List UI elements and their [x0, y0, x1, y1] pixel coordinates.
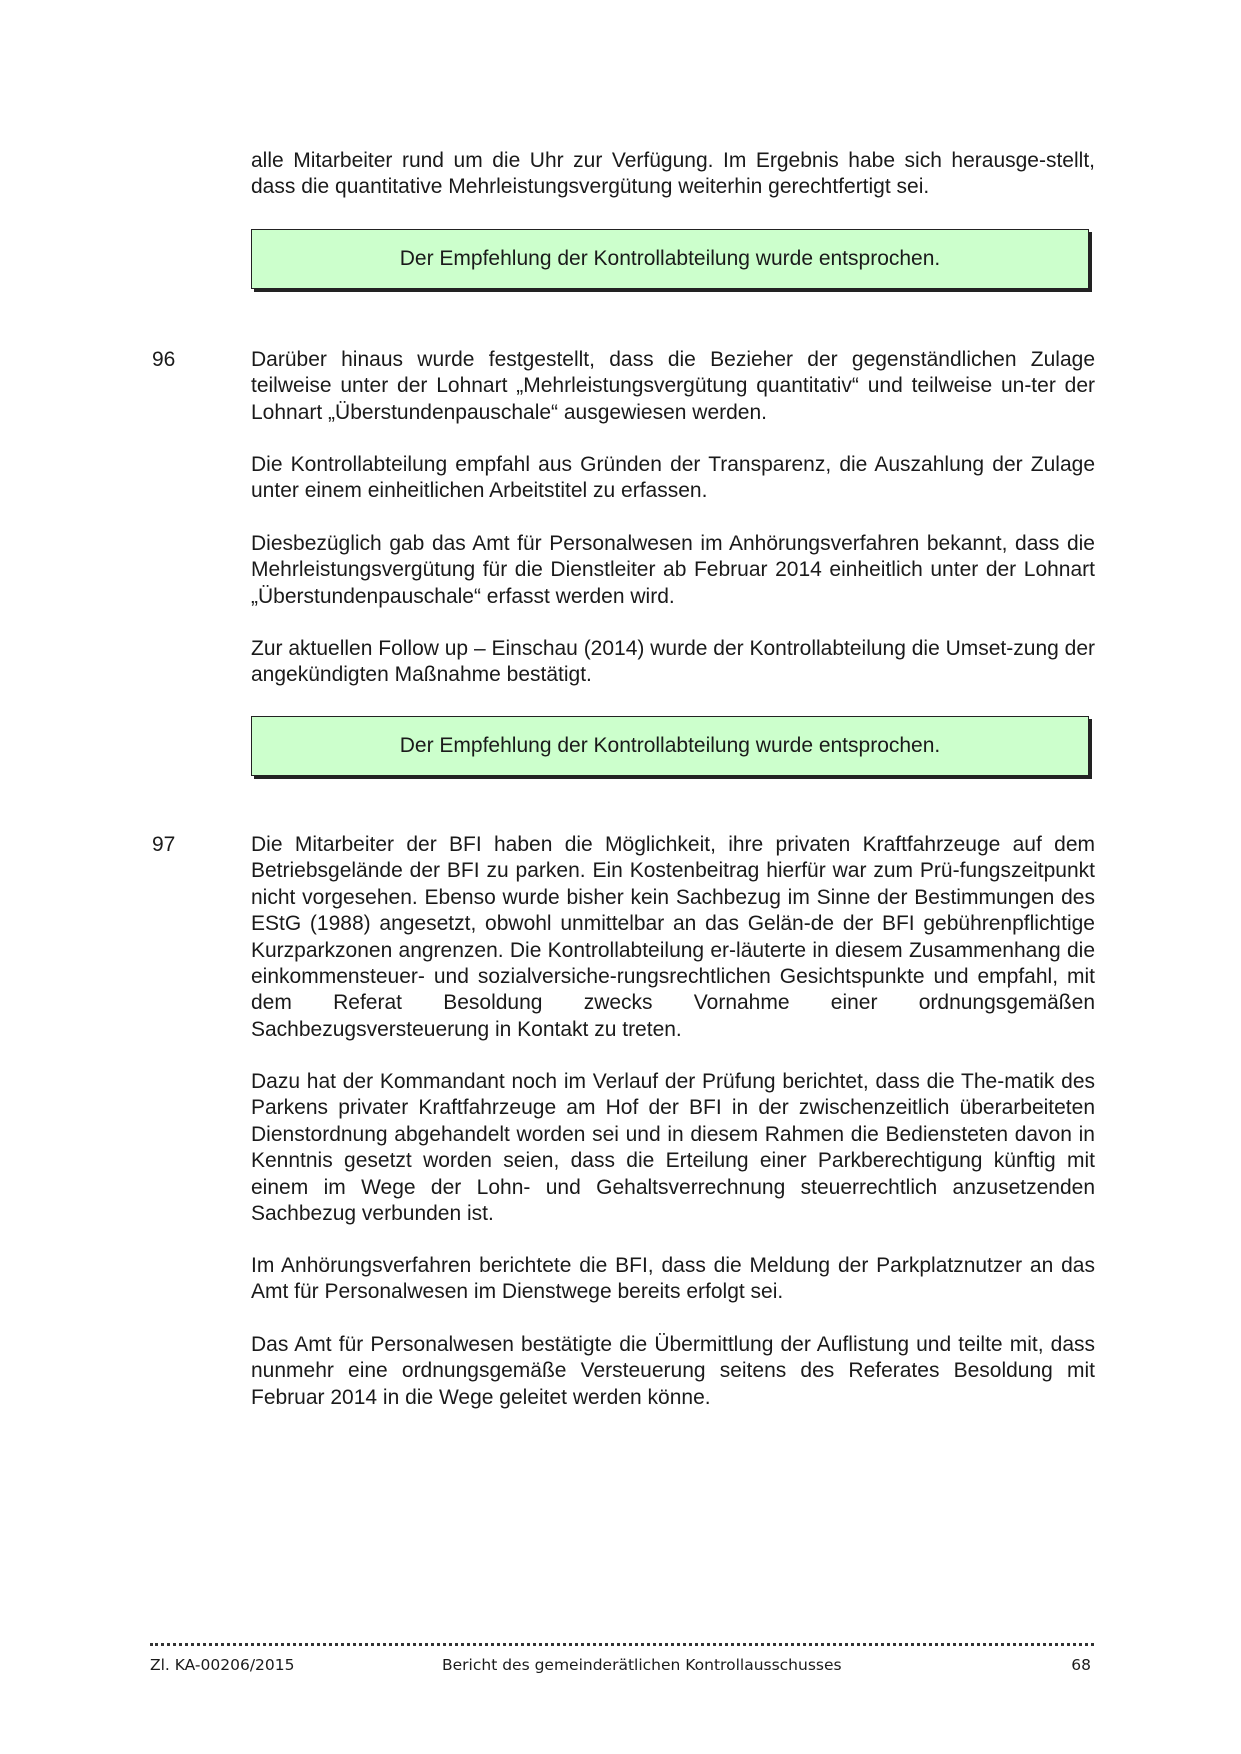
footer-reference: Zl. KA-00206/2015 [150, 1656, 295, 1674]
recommendation-box-1 [251, 229, 1089, 289]
section-97-paragraph-2: Dazu hat der Kommandant noch im Verlauf der Prüfung berichtet, dass die The-matik des Parkens privater Kraftfahrzeuge am Hof der BFI in der zwischenzeitlich überarbeiteten Dienstordnung abgehandelt worden sei und in diesem Rahmen die Bediensteten davon in Kenntnis gesetzt worden seien, dass die Erteilung einer Parkberechtigung künftig mit einem im Wege der Lohn- und Gehaltsverrechnung steuerrechtlich anzusetzenden Sachbezug verbunden ist. [251, 1070, 1095, 1226]
footer-title: Bericht des gemeinderätlichen Kontrollausschusses [442, 1656, 842, 1674]
top-paragraph: alle Mitarbeiter rund um die Uhr zur Verfügung. Im Ergebnis habe sich herausge-stellt, dass die quantitative Mehrleistungsvergütung weiterhin gerechtfertigt sei. [251, 149, 1095, 199]
footer-divider [150, 1631, 1094, 1646]
footer-page-number: 68 [1071, 1656, 1091, 1674]
recommendation-box-1-text: Der Empfehlung der Kontrollabteilung wurde entsprochen. [399, 247, 941, 270]
section-96-paragraph-3: Diesbezüglich gab das Amt für Personalwesen im Anhörungsverfahren bekannt, dass die Mehrleistungsvergütung für die Dienstleiter ab Februar 2014 einheitlich unter der Lohnart „Überstundenpauschale“ erfasst werden wird. [251, 532, 1095, 608]
recommendation-box-2-text: Der Empfehlung der Kontrollabteilung wurde entsprochen. [399, 734, 941, 757]
paragraph-number-96: 96 [152, 348, 176, 371]
section-97-paragraph-1: Die Mitarbeiter der BFI haben die Möglichkeit, ihre privaten Kraftfahrzeuge auf dem Betriebsgelände der BFI zu parken. Ein Kostenbeitrag hierfür war zum Prü-fungszeitpunkt nicht vorgesehen. Ebenso wurde bisher kein Sachbezug im Sinne der Bestimmungen des EStG (1988) angesetzt, obwohl unmittelbar an das Gelän-de der BFI gebührenpflichtige Kurzparkzonen angrenzen. Die Kontrollabteilung er-läuterte in diesem Zusammenhang die einkommensteuer- und sozialversiche-rungsrechtlichen Gesichtspunkte und empfahl, mit dem Referat Besoldung zwecks Vornahme einer ordnungsgemäßen Sachbezugsversteuerung in Kontakt zu treten. [251, 833, 1095, 1041]
section-97-paragraph-3: Im Anhörungsverfahren berichtete die BFI, dass die Meldung der Parkplatznutzer an das Amt für Personalwesen im Dienstwege bereits erfolgt sei. [251, 1254, 1095, 1304]
paragraph-number-97: 97 [152, 833, 176, 856]
section-96-paragraph-1: Darüber hinaus wurde festgestellt, dass die Bezieher der gegenständlichen Zulage teilweise unter der Lohnart „Mehrleistungsvergütung quantitativ“ und teilweise un-ter der Lohnart „Überstundenpauschale“ ausgewiesen werden. [251, 348, 1095, 424]
recommendation-box-2 [251, 716, 1089, 776]
section-96-paragraph-2: Die Kontrollabteilung empfahl aus Gründen der Transparenz, die Auszahlung der Zulage unter einem einheitlichen Arbeitstitel zu erfassen. [251, 453, 1095, 503]
section-97-paragraph-4: Das Amt für Personalwesen bestätigte die Übermittlung der Auflistung und teilte mit, dass nunmehr eine ordnungsgemäße Versteuerung seitens des Referates Besoldung mit Februar 2014 in die Wege geleitet werden könne. [251, 1333, 1095, 1409]
section-96-paragraph-4: Zur aktuellen Follow up – Einschau (2014) wurde der Kontrollabteilung die Umset-zung der angekündigten Maßnahme bestätigt. [251, 637, 1095, 687]
